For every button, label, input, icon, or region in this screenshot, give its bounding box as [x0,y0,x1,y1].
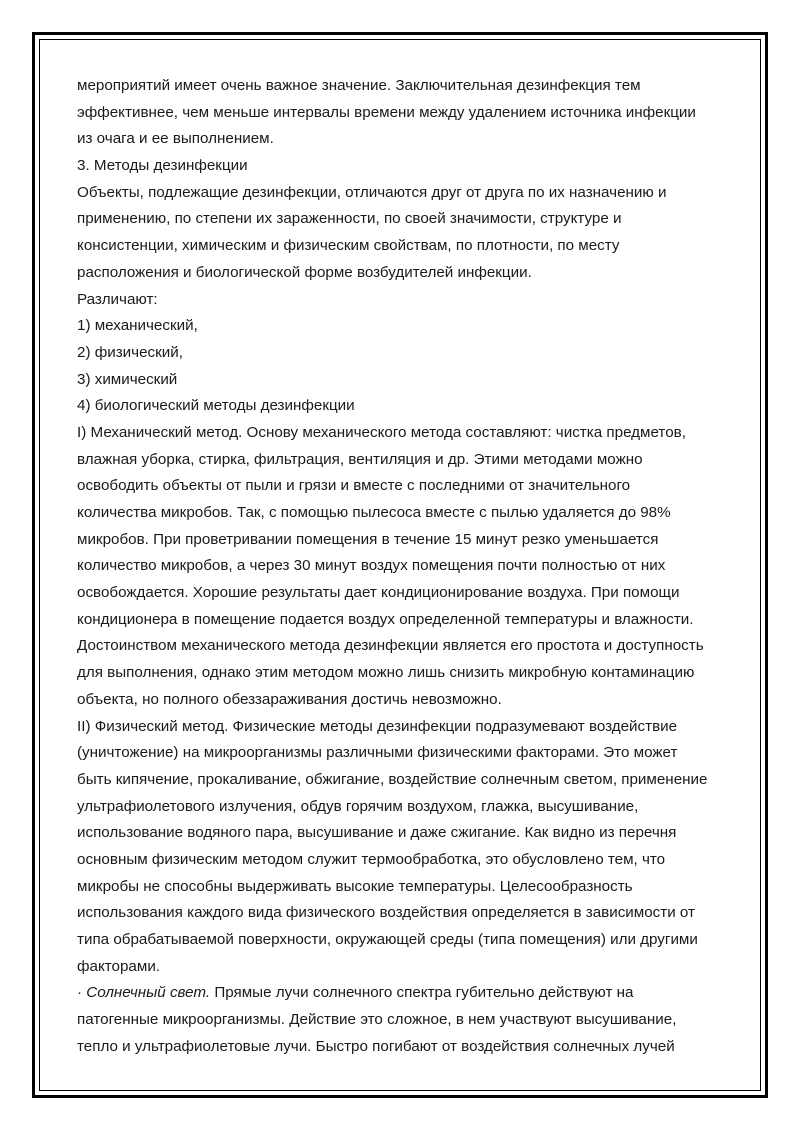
bullet-text: Прямые лучи солнечного спектра губительно действуют на [210,984,634,1002]
text-line: основным физическим методом служит термообработка, это обусловлено тем, что [77,850,666,868]
text-line: тепло и ультрафиолетовые лучи. Быстро погибают от воздействия солнечных лучей [77,1037,675,1055]
text-line: II) Физический метод. Физические методы дезинфекции подразумевают воздействие [77,717,678,735]
bullet-line [77,980,727,1007]
text-line: расположения и биологической форме возбудителей инфекции. [77,263,532,281]
text-line: Объекты, подлежащие дезинфекции, отличаются друг от друга по их назначению и [77,183,667,201]
text-line: освободить объекты от пыли и грязи и вместе с последними от значительного [77,477,631,495]
text-line: микробов. При проветривании помещения в течение 15 минут резко уменьшается [77,530,659,548]
text-line: для выполнения, однако этим методом можно лишь снизить микробную контаминацию [77,664,695,682]
list-item: 2) физический, [77,343,183,361]
text-line: ультрафиолетового излучения, обдув горячим воздухом, глажка, высушивание, [77,797,639,815]
text-line: быть кипячение, прокаливание, обжигание, воздействие солнечным светом, применение [77,770,708,788]
text-line: I) Механический метод. Основу механического метода составляют: чистка предметов, [77,423,686,441]
text-line: консистенции, химическим и физическим свойствам, по плотности, по месту [77,237,620,255]
text-line: использование водяного пара, высушивание и даже сжигание. Как видно из перечня [77,824,677,842]
text-line: применению, по степени их зараженности, по своей значимости, структуре и [77,210,622,228]
bullet-emphasis: Солнечный свет. [86,984,211,1002]
list-item: 3) химический [77,370,178,388]
text-line: объекта, но полного обеззараживания достичь невозможно. [77,690,502,708]
text-line: из очага и ее выполнением. [77,130,274,148]
text-line: патогенные микроорганизмы. Действие это сложное, в нем участвуют высушивание, [77,1011,677,1029]
text-line: освобождается. Хорошие результаты дает кондиционирование воздуха. При помощи [77,584,680,602]
bullet-marker: · [77,984,87,1002]
text-line: эффективнее, чем меньше интервалы времени между удалением источника инфекции [77,103,696,121]
text-line: использования каждого вида физического воздействия определяется в зависимости от [77,904,696,922]
document-body [77,73,727,1060]
list-item: 4) биологический методы дезинфекции [77,397,355,415]
text-line: количества микробов. Так, с помощью пылесоса вместе с пылью удаляется до 98% [77,504,671,521]
text-line: влажная уборка, стирка, фильтрация, вентиляция и др. Этими методами можно [77,450,643,468]
text-line: типа обрабатываемой поверхности, окружающей среды (типа помещения) или другими [77,931,698,948]
text-line: Различают: [77,290,158,308]
text-line: количество микробов, а через 30 минут воздух помещения почти полностью от них [77,557,666,575]
text-line: Достоинством механического метода дезинфекции является его простота и доступность [77,637,704,655]
text-line: кондиционера в помещение подается воздух определенной температуры и влажности. [77,610,694,628]
list-item: 1) механический, [77,317,198,335]
text-line: факторами. [77,957,161,975]
text-line: мероприятий имеет очень важное значение. Заключительная дезинфекция тем [77,77,641,94]
text-line: микробы не способны выдерживать высокие температуры. Целесообразность [77,877,633,895]
section-heading: 3. Методы дезинфекции [77,157,248,175]
text-line: (уничтожение) на микроорганизмы различными физическими факторами. Это может [77,744,678,762]
